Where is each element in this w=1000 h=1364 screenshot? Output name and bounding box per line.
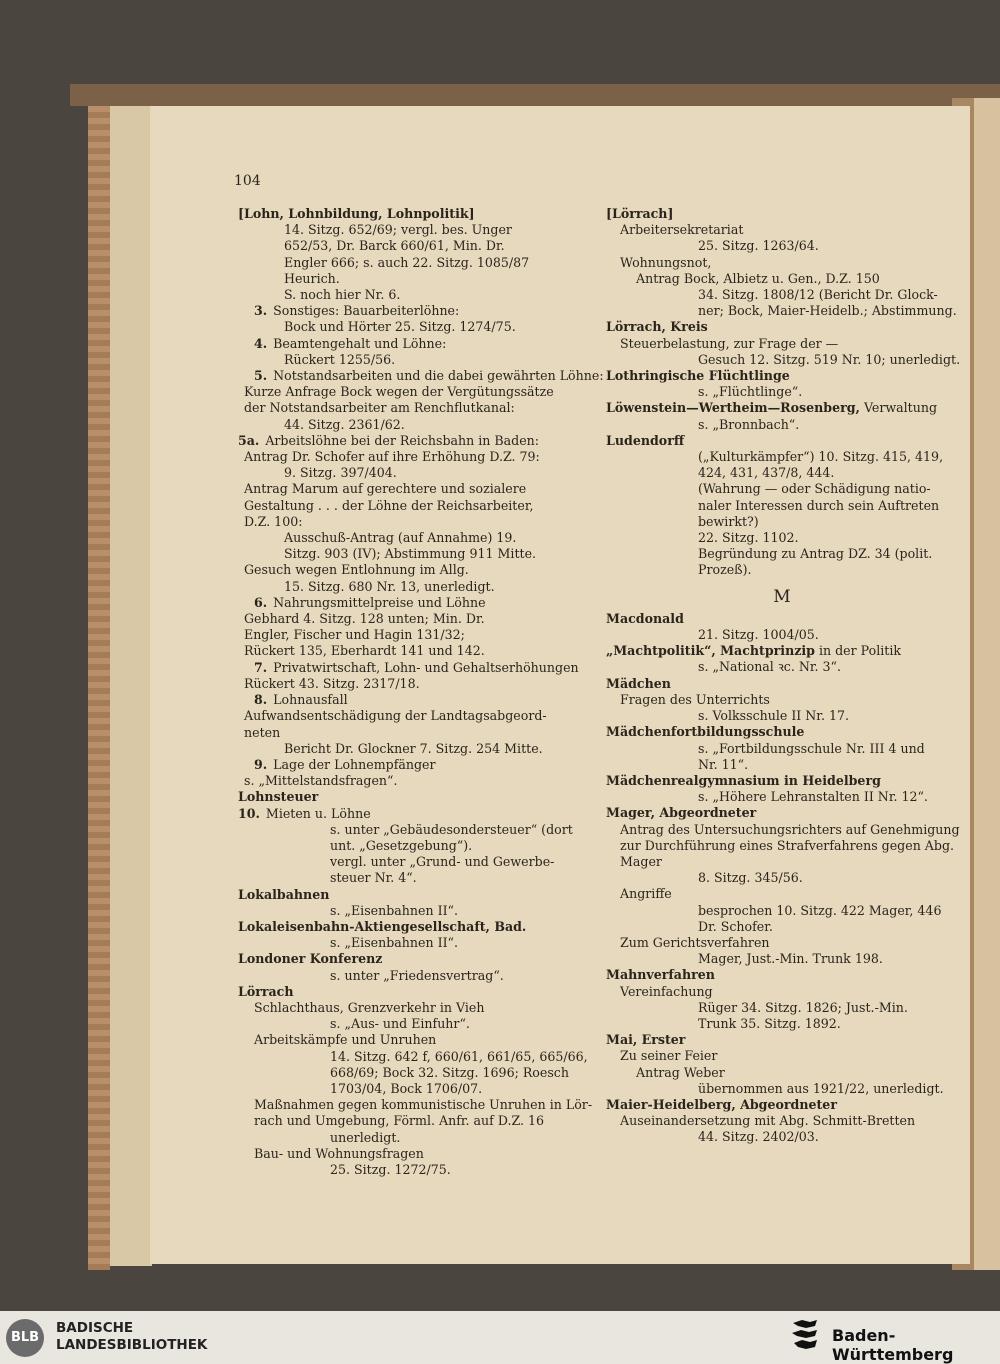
index-line: Auseinandersetzung mit Abg. Schmitt-Bretten <box>620 1113 916 1129</box>
index-line: Antrag Bock, Albietz u. Gen., D.Z. 150 <box>636 270 880 286</box>
index-line: Engler 666; s. auch 22. Sitzg. 1085/87 <box>284 254 530 270</box>
index-line: der Notstandsarbeiter am Renchflutkanal: <box>244 400 515 416</box>
index-line <box>238 757 588 773</box>
index-line: Kurze Anfrage Bock wegen der Vergütungssätze <box>244 384 554 400</box>
entry-number: 6. <box>254 594 268 610</box>
entry-text: Sonstiges: Bauarbeiterlöhne: <box>273 303 460 319</box>
index-line: vergl. unter „Grund- und Gewerbe- <box>330 854 555 870</box>
index-line: D.Z. 100: <box>244 513 303 529</box>
index-line: Bock und Hörter 25. Sitzg. 1274/75. <box>284 319 516 335</box>
index-heading: Mager, Abgeordneter <box>606 805 757 821</box>
index-line: s. Volksschule II Nr. 17. <box>698 708 849 724</box>
page-number: 104 <box>234 173 261 189</box>
index-line: S. noch hier Nr. 6. <box>284 287 401 303</box>
index-line: Vereinfachung <box>620 983 713 999</box>
index-line: s. „Mittelstandsfragen“. <box>244 773 398 789</box>
entry-number: 8. <box>254 692 268 708</box>
index-line: Gebhard 4. Sitzg. 128 unten; Min. Dr. <box>244 611 485 627</box>
index-line: Zu seiner Feier <box>620 1048 718 1064</box>
index-heading: Mädchenfortbildungsschule <box>606 724 805 740</box>
index-heading: Mädchenrealgymnasium in Heidelberg <box>606 772 881 788</box>
entry-text: Beamtengehalt und Löhne: <box>273 335 447 351</box>
index-column-left <box>238 206 604 1178</box>
book-top-edge <box>70 84 1000 106</box>
index-line: (Wahrung — oder Schädigung natio- <box>698 481 931 497</box>
index-line: 25. Sitzg. 1272/75. <box>330 1161 451 1177</box>
index-line: 15. Sitzg. 680 Nr. 13, unerledigt. <box>284 578 495 594</box>
index-line <box>238 368 604 384</box>
entry-number: 5a. <box>238 432 260 448</box>
index-line: Trunk 35. Sitzg. 1892. <box>698 1015 841 1031</box>
index-line: Fragen des Unterrichts <box>620 691 770 707</box>
index-line: 44. Sitzg. 2402/03. <box>698 1129 819 1145</box>
index-line: Begründung zu Antrag DZ. 34 (polit. <box>698 546 933 562</box>
index-line: Schlachthaus, Grenzverkehr in Vieh <box>254 999 485 1015</box>
index-line: Rückert 135, Eberhardt 141 und 142. <box>244 643 485 659</box>
index-line: ner; Bock, Maier-Heidelb.; Abstimmung. <box>698 303 957 319</box>
index-heading: „Machtpolitik“, Machtprinzip <box>606 643 815 659</box>
index-line: Steuerbelastung, zur Frage der — <box>620 335 839 351</box>
book-spine <box>88 106 110 1270</box>
index-heading: Lokaleisenbahn-Aktiengesellschaft, Bad. <box>238 918 527 934</box>
index-line: 25. Sitzg. 1263/64. <box>698 238 819 254</box>
index-line: Gesuch 12. Sitzg. 519 Nr. 10; unerledigt. <box>698 351 961 367</box>
index-line: Antrag Weber <box>636 1064 725 1080</box>
index-line: 424, 431, 437/8, 444. <box>698 465 835 481</box>
index-line: Antrag des Untersuchungsrichters auf Genehmigung <box>620 821 960 837</box>
index-heading: Mädchen <box>606 675 671 691</box>
index-line: s. „Eisenbahnen II“. <box>330 935 458 951</box>
entry-text: Lohnausfall <box>273 692 348 708</box>
index-line: 34. Sitzg. 1808/12 (Bericht Dr. Glock- <box>698 287 938 303</box>
index-heading: Mai, Erster <box>606 1032 686 1048</box>
index-heading: Löwenstein—Wertheim—Rosenberg, <box>606 400 860 416</box>
index-line: 8. Sitzg. 345/56. <box>698 870 803 886</box>
entry-text: Mieten u. Löhne <box>265 805 371 821</box>
index-line: Dr. Schofer. <box>698 918 773 934</box>
entry-text: Notstandsarbeiten und die dabei gewährten Löhne: <box>273 368 604 384</box>
index-line: Wohnungsnot, <box>620 254 712 270</box>
index-heading: [Lohn, Lohnbildung, Lohnpolitik] <box>238 206 475 221</box>
index-line <box>238 303 588 319</box>
index-line: Nr. 11“. <box>698 756 749 772</box>
index-line: Prozeß). <box>698 562 752 578</box>
index-line <box>238 433 588 449</box>
index-line: Mager, Just.-Min. Trunk 198. <box>698 951 883 967</box>
index-line: s. „Aus- und Einfuhr“. <box>330 1016 470 1032</box>
index-line: Antrag Marum auf gerechtere und sozialere <box>244 481 527 497</box>
index-heading: Lothringische Flüchtlinge <box>606 368 790 384</box>
entry-text: Lage der Lohnempfänger <box>273 756 436 772</box>
library-name-line1: BADISCHE <box>56 1320 134 1336</box>
index-line <box>238 336 588 352</box>
section-letter: M <box>773 586 791 607</box>
index-line: zur Durchführung eines Strafverfahrens gegen Abg. <box>620 837 955 853</box>
book-page <box>150 106 970 1264</box>
index-heading: Ludendorff <box>606 432 685 448</box>
index-line: 21. Sitzg. 1004/05. <box>698 627 819 643</box>
index-heading: [Lörrach] <box>606 206 674 221</box>
index-line: Engler, Fischer und Hagin 131/32; <box>244 627 465 643</box>
index-line: s. „Bronnbach“. <box>698 416 800 432</box>
index-line: 14. Sitzg. 642 f, 660/61, 661/65, 665/66, <box>330 1048 588 1064</box>
index-line <box>238 595 588 611</box>
index-line: Bericht Dr. Glockner 7. Sitzg. 254 Mitte. <box>284 740 543 756</box>
index-heading: Lohnsteuer <box>238 789 319 805</box>
index-line <box>606 643 958 659</box>
index-line <box>606 400 958 416</box>
index-line: s. unter „Friedensvertrag“. <box>330 967 504 983</box>
index-line: s. unter „Gebäudesondersteuer“ (dort <box>330 821 573 837</box>
entry-text: Privatwirtschaft, Lohn- und Gehaltserhöhungen <box>273 659 579 675</box>
index-heading: Mahnverfahren <box>606 967 715 983</box>
index-heading: Lörrach, Kreis <box>606 319 708 335</box>
index-heading: Macdonald <box>606 610 684 626</box>
index-line: 22. Sitzg. 1102. <box>698 530 799 546</box>
entry-number: 10. <box>238 805 260 821</box>
entry-number: 3. <box>254 303 268 319</box>
index-line: 14. Sitzg. 652/69; vergl. bes. Unger <box>284 222 512 238</box>
entry-number: 5. <box>254 368 268 384</box>
index-line <box>238 692 588 708</box>
index-line: Bau- und Wohnungsfragen <box>254 1145 424 1161</box>
index-line: („Kulturkämpfer“) 10. Sitzg. 415, 419, <box>698 449 944 465</box>
index-line: s. „Flüchtlinge“. <box>698 384 803 400</box>
index-line: Rückert 1255/56. <box>284 351 396 367</box>
index-line: Maßnahmen gegen kommunistische Unruhen in Lör- <box>254 1097 593 1113</box>
index-line: Ausschuß-Antrag (auf Annahme) 19. <box>284 530 517 546</box>
entry-number: 4. <box>254 335 268 351</box>
index-line: 44. Sitzg. 2361/62. <box>284 416 405 432</box>
index-line: Heurich. <box>284 270 340 286</box>
index-line: besprochen 10. Sitzg. 422 Mager, 446 <box>698 902 942 918</box>
index-line: 652/53, Dr. Barck 660/61, Min. Dr. <box>284 238 505 254</box>
index-line: 9. Sitzg. 397/404. <box>284 465 397 481</box>
index-heading: Maier-Heidelberg, Abgeordneter <box>606 1096 837 1112</box>
index-line: 1703/04, Bock 1706/07. <box>330 1080 483 1096</box>
index-line: übernommen aus 1921/22, unerledigt. <box>698 1080 944 1096</box>
index-line: Arbeitskämpfe und Unruhen <box>254 1032 437 1048</box>
index-line: Aufwandsentschädigung der Landtagsabgeord- <box>244 708 547 724</box>
library-name-line2: LANDESBIBLIOTHEK <box>56 1337 208 1353</box>
index-line <box>238 806 588 822</box>
index-line: Angriffe <box>620 886 672 902</box>
book-next-pages <box>974 98 1000 1270</box>
index-line: Antrag Dr. Schofer auf ihre Erhöhung D.Z. 79: <box>244 449 540 465</box>
index-line: neten <box>244 724 281 740</box>
baden-wuerttemberg-lions-icon <box>790 1319 820 1353</box>
index-line <box>238 660 588 676</box>
index-line: unerledigt. <box>330 1129 401 1145</box>
entry-number: 9. <box>254 756 268 772</box>
entry-text: in der Politik <box>814 643 901 659</box>
index-line: rach und Umgebung, Förml. Anfr. auf D.Z. 16 <box>254 1113 545 1129</box>
index-line: unt. „Gesetzgebung“). <box>330 837 473 853</box>
page-gutter <box>110 106 152 1266</box>
index-line: Sitzg. 903 (IV); Abstimmung 911 Mitte. <box>284 546 537 562</box>
blb-logo[interactable]: BLB <box>6 1319 44 1357</box>
index-line: Zum Gerichtsverfahren <box>620 934 770 950</box>
index-line: s. „Eisenbahnen II“. <box>330 902 458 918</box>
index-line: Rüger 34. Sitzg. 1826; Just.-Min. <box>698 999 908 1015</box>
index-line: bewirkt?) <box>698 513 759 529</box>
index-column-right <box>606 206 961 1146</box>
entry-number: 7. <box>254 659 268 675</box>
index-line: s. „National ꝛc. Nr. 3“. <box>698 659 841 675</box>
index-line: Gestaltung . . . der Löhne der Reichsarbeiter, <box>244 497 534 513</box>
index-line: Rückert 43. Sitzg. 2317/18. <box>244 675 420 691</box>
index-line: steuer Nr. 4“. <box>330 870 417 886</box>
entry-text: Verwaltung <box>859 400 938 416</box>
index-line: 668/69; Bock 32. Sitzg. 1696; Roesch <box>330 1064 569 1080</box>
index-heading: Londoner Konferenz <box>238 951 383 967</box>
index-line: Mager <box>620 853 662 869</box>
viewer-footer <box>0 1311 1000 1364</box>
entry-text: Nahrungsmittelpreise und Löhne <box>273 594 486 610</box>
index-line: Arbeitersekretariat <box>620 222 744 238</box>
index-line: naler Interessen durch sein Auftreten <box>698 497 940 513</box>
library-name[interactable] <box>56 1320 207 1354</box>
index-line: s. „Höhere Lehranstalten II Nr. 12“. <box>698 789 928 805</box>
index-heading: Lörrach <box>238 983 294 999</box>
index-heading: Lokalbahnen <box>238 886 330 902</box>
index-line: Gesuch wegen Entlohnung im Allg. <box>244 562 469 578</box>
entry-text: Arbeitslöhne bei der Reichsbahn in Baden: <box>265 432 540 448</box>
index-line: s. „Fortbildungsschule Nr. III 4 und <box>698 740 925 756</box>
state-name[interactable]: Baden-Württemberg <box>832 1326 954 1364</box>
